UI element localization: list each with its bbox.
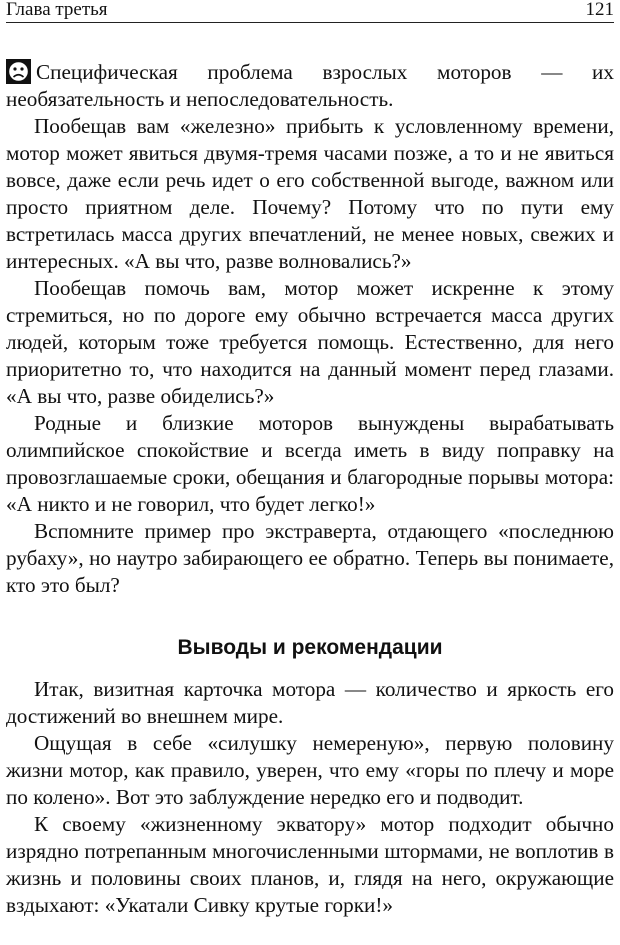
paragraph: Ощущая в себе «силушку немереную», первую половину жизни мотор, как правило, уверен, что ему «горы по плечу и море по колено». Вот это заблуждение нередко его и подводит. xyxy=(6,731,614,809)
page-number: 121 xyxy=(585,0,614,20)
paragraph: Пообещав вам «железно» прибыть к условленному времени, мотор может явиться двумя-тремя часами позже, а то и не явиться вовсе, даже если речь идет о его собственной выгоде, важном или просто приятном деле. Почему? Потому что по пути ему встретилась масса других впечатлений, не менее новых, свежих и интересных. «А вы что, разве волновались?» xyxy=(6,114,614,273)
paragraph: К своему «жизненному экватору» мотор подходит обычно изрядно потрепанным многочисленными штормами, не воплотив в жизнь и половины своих планов, и, глядя на него, окружающие вздыхают: «Укатали Сивку крутые горки!» xyxy=(6,812,614,917)
body-text xyxy=(6,59,614,919)
chapter-title: Глава третья xyxy=(6,0,108,20)
paragraph: Пообещав помочь вам, мотор может искренне к этому стремиться, но по дороге ему обычно встречается масса других людей, которым тоже требуется помощь. Естественно, для него приоритетно то, что находится на данный момент перед глазами. «А вы что, разве обиделись?» xyxy=(6,276,614,408)
section-title: Выводы и рекомендации xyxy=(177,636,443,659)
running-head xyxy=(6,0,614,23)
paragraph-text: Специфическая проблема взрослых моторов — их необязательность и непоследовательность. xyxy=(6,60,614,111)
paragraph: Вспомните пример про экстраверта, отдающего «последнюю рубаху», но наутро забирающего ее обратно. Теперь вы понимаете, кто это был? xyxy=(6,519,614,597)
paragraph-problem xyxy=(6,59,614,113)
sad-face-icon xyxy=(6,59,31,84)
paragraph: Родные и близкие моторов вынуждены вырабатывать олимпийское спокойствие и всегда иметь в виду поправку на провозглашаемые сроки, обещания и благородные порывы мотора: «А никто и не говорил, что будет легко!» xyxy=(6,411,614,516)
paragraph: Итак, визитная карточка мотора — количество и яркость его достижений во внешнем мире. xyxy=(6,677,614,728)
